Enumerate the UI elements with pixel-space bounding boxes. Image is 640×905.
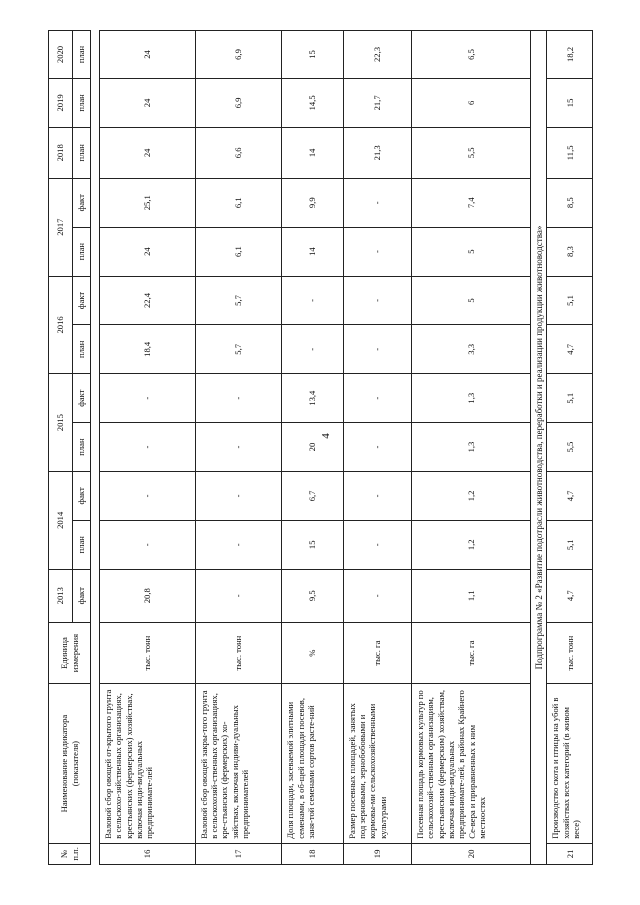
indicator-name: Валовой сбор овощей от-крытого грунта в сельскохо-зяйственных организациях, крестьянских (фермерских) хозяйствах, включая инди-видуальных предпринимате-лей (100, 684, 196, 843)
value-cell: 14 (282, 127, 343, 178)
header-year-2015: 2015 (49, 374, 73, 472)
row-number: 21 (547, 843, 593, 864)
header-plan: план (73, 520, 91, 569)
spacer-row (91, 31, 100, 865)
table-row (195, 31, 282, 865)
value-cell: 5 (411, 276, 531, 325)
header-plan: план (73, 127, 91, 178)
indicator-name: Размер посевных площадей, занятых под зерновыми, зернобобовыми и кормовы-ми сельскохозяйственными культурами (343, 684, 411, 843)
value-cell: 20 (282, 423, 343, 472)
value-cell: - (282, 276, 343, 325)
value-cell: 6,7 (282, 471, 343, 520)
value-cell: 3,3 (411, 325, 531, 374)
header-name: Наименование индикатора (показателя) (49, 684, 91, 843)
header-plan: план (73, 31, 91, 79)
value-cell: - (343, 227, 411, 276)
unit-cell: тыс. тонн (100, 622, 196, 684)
value-cell: - (282, 325, 343, 374)
value-cell: 21,3 (343, 127, 411, 178)
value-cell: 4,7 (547, 325, 593, 374)
indicator-table (48, 30, 593, 865)
value-cell: 24 (100, 227, 196, 276)
value-cell: 6,9 (195, 31, 282, 79)
header-year-2013: 2013 (49, 569, 73, 622)
value-cell: - (343, 471, 411, 520)
value-cell: 18,2 (547, 31, 593, 79)
value-cell: 9,5 (282, 569, 343, 622)
value-cell: 7,4 (411, 178, 531, 227)
header-year-2017: 2017 (49, 178, 73, 276)
value-cell: 24 (100, 127, 196, 178)
row-number: 16 (100, 843, 196, 864)
header-fact: факт (73, 178, 91, 227)
row-number: 18 (282, 843, 343, 864)
table-body (91, 31, 593, 865)
value-cell: 4,7 (547, 471, 593, 520)
value-cell: 5,1 (547, 276, 593, 325)
header-year-2019: 2019 (49, 78, 73, 127)
value-cell: 24 (100, 78, 196, 127)
header-num: № п.п. (49, 843, 91, 864)
header-year-2014: 2014 (49, 471, 73, 569)
header-year-2020: 2020 (49, 31, 73, 79)
value-cell: 1,1 (411, 569, 531, 622)
table-row (547, 31, 593, 865)
header-unit: Единица измерения (49, 622, 91, 684)
header-fact: факт (73, 471, 91, 520)
value-cell: - (100, 471, 196, 520)
value-cell: 22,4 (100, 276, 196, 325)
header-fact: факт (73, 374, 91, 423)
value-cell: 22,3 (343, 31, 411, 79)
value-cell: 5,5 (547, 423, 593, 472)
header-plan: план (73, 325, 91, 374)
rotated-table-wrapper (48, 30, 593, 865)
value-cell: 5,1 (547, 374, 593, 423)
row-number: 17 (195, 843, 282, 864)
value-cell: - (100, 374, 196, 423)
value-cell: - (100, 520, 196, 569)
header-fact: факт (73, 569, 91, 622)
unit-cell: тыс. га (411, 622, 531, 684)
value-cell: - (343, 276, 411, 325)
value-cell: - (195, 423, 282, 472)
table-row (343, 31, 411, 865)
spacer-cell (91, 31, 100, 865)
subprogram-title: Подпрограмма № 2 «Развитие подотрасли животноводства, переработки и реализации продукции животноводства» (531, 31, 547, 865)
value-cell: 25,1 (100, 178, 196, 227)
value-cell: - (343, 423, 411, 472)
unit-cell: % (282, 622, 343, 684)
value-cell: 13,4 (282, 374, 343, 423)
header-year-2018: 2018 (49, 127, 73, 178)
value-cell: 5,7 (195, 276, 282, 325)
value-cell: 6,6 (195, 127, 282, 178)
header-year-2016: 2016 (49, 276, 73, 374)
header-row-years (49, 31, 73, 865)
row-number: 19 (343, 843, 411, 864)
indicator-name: Валовой сбор овощей закры-того грунта в сельскохозяй-ственных организациях, кре-стьянских (фермерских) хо-зяйствах, включая индиви-дуальных предпринимателей (195, 684, 282, 843)
unit-cell: тыс. тонн (547, 622, 593, 684)
value-cell: 14 (282, 227, 343, 276)
value-cell: 11,5 (547, 127, 593, 178)
table-row (100, 31, 196, 865)
header-plan: план (73, 227, 91, 276)
value-cell: - (195, 520, 282, 569)
value-cell: 6,1 (195, 227, 282, 276)
value-cell: 15 (547, 78, 593, 127)
value-cell: 6,1 (195, 178, 282, 227)
value-cell: 5,5 (411, 127, 531, 178)
page-number: 4 (320, 433, 332, 439)
value-cell: 8,3 (547, 227, 593, 276)
indicator-name: Доля площади, засеваемой элитными семенами, в об-щей площади посевов, заня-той семенами сортов расте-ний (282, 684, 343, 843)
value-cell: 1,3 (411, 374, 531, 423)
table-row (411, 31, 531, 865)
value-cell: 24 (100, 31, 196, 79)
value-cell: 1,2 (411, 471, 531, 520)
value-cell: - (100, 423, 196, 472)
unit-cell: тыс. га (343, 622, 411, 684)
value-cell: 4,7 (547, 569, 593, 622)
unit-cell: тыс. тонн (195, 622, 282, 684)
table-row (282, 31, 343, 865)
value-cell: 5 (411, 227, 531, 276)
value-cell: - (195, 374, 282, 423)
value-cell: 15 (282, 520, 343, 569)
indicator-name: Посевная площадь кормовых культур по сельскохозяй-ственным организациям, крестьянским (фермерским) хозяйствам, включая инди-видуальных предпринимате-лей, в районах Крайнего Се-вера и приравненных к ним местностях (411, 684, 531, 843)
value-cell: 8,5 (547, 178, 593, 227)
value-cell: - (195, 471, 282, 520)
value-cell: - (343, 569, 411, 622)
value-cell: 1,2 (411, 520, 531, 569)
table-region (48, 30, 593, 865)
value-cell: 18,4 (100, 325, 196, 374)
header-plan: план (73, 78, 91, 127)
value-cell: 6 (411, 78, 531, 127)
value-cell: 21,7 (343, 78, 411, 127)
value-cell: - (343, 178, 411, 227)
value-cell: 15 (282, 31, 343, 79)
value-cell: - (343, 374, 411, 423)
row-number: 20 (411, 843, 531, 864)
value-cell: 6,5 (411, 31, 531, 79)
header-fact: факт (73, 276, 91, 325)
value-cell: 6,9 (195, 78, 282, 127)
subprogram-row (531, 31, 547, 865)
value-cell: 20,8 (100, 569, 196, 622)
value-cell: 5,1 (547, 520, 593, 569)
value-cell: - (343, 520, 411, 569)
indicator-name: Производство скота и птицы на убой в хозяйствах всех категорий (в живом весе) (547, 684, 593, 843)
header-plan: план (73, 423, 91, 472)
value-cell: - (195, 569, 282, 622)
value-cell: 1,3 (411, 423, 531, 472)
value-cell: 14,5 (282, 78, 343, 127)
value-cell: - (343, 325, 411, 374)
value-cell: 9,9 (282, 178, 343, 227)
value-cell: 5,7 (195, 325, 282, 374)
